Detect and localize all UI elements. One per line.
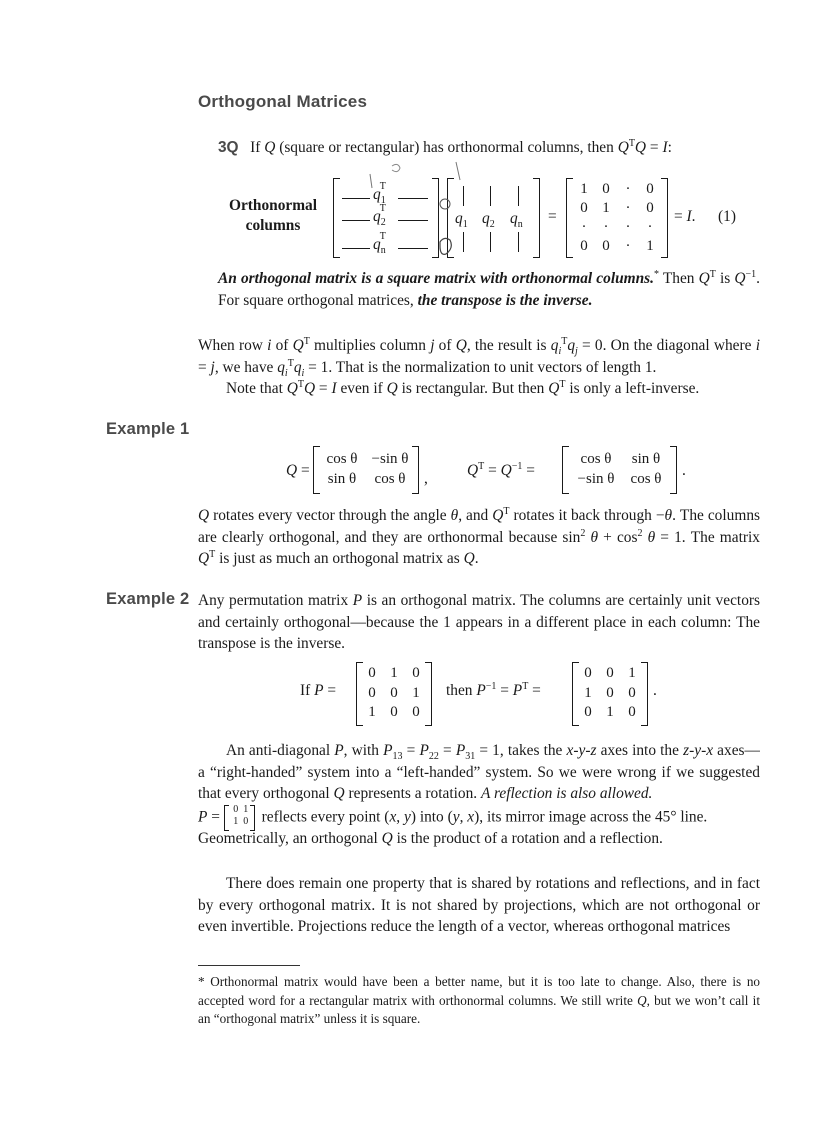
pinv-cell: 0 (606, 665, 614, 681)
identity-cell: · (625, 219, 631, 235)
text: , its mirror image across the 45° line. (479, 808, 708, 826)
identity-cell: 0 (602, 238, 610, 254)
qt-cell: sin θ (631, 451, 661, 467)
q-cell: cos θ (374, 471, 406, 487)
theorem-mid: (square or rectangular) has orthonormal columns, then (279, 139, 614, 156)
text: is rectangular. But then (401, 380, 545, 397)
equation-label (213, 196, 333, 236)
text: When row (198, 337, 263, 354)
reflect-cell: 1 (233, 816, 239, 827)
text: reflects every point (261, 808, 381, 826)
qt-cell: cos θ (630, 471, 662, 487)
identity-cell: 0 (580, 238, 588, 254)
equation-number: (1) (718, 208, 736, 225)
pinv-cell: 0 (584, 665, 592, 681)
left-inverse-note: Note that $Q^TQ = I$ even if Q is rectangular. But then $Q^T$ is only a left-inverse. (226, 378, 700, 397)
pinv-cell: 0 (606, 684, 614, 701)
text: The matrix (690, 528, 760, 546)
text: , the result is (466, 337, 547, 354)
section-title: Orthogonal Matrices (198, 92, 368, 111)
definition-conclusion: the transpose is the inverse. (417, 291, 593, 309)
text: , but we won’t call it an “orthogonal matrix” unless it is square. (198, 992, 760, 1026)
qt-cell: −sin θ (577, 471, 615, 487)
text: is an orthogonal matrix. The columns are certainly unit vectors and certainly orthogonal—because the 1 appears in a different place in each column: The transpose is the inverse. (198, 592, 761, 652)
text: Any permutation matrix (198, 592, 349, 609)
text: where (713, 337, 752, 354)
eq-label-line1: Orthonormal (228, 197, 318, 214)
q-cell: sin θ (327, 471, 357, 487)
pinv-cell: 1 (606, 704, 614, 720)
text: then (446, 682, 473, 699)
p-cell: 0 (368, 684, 376, 701)
example1-label: Example 1 (106, 420, 190, 438)
identity-cell: · (625, 181, 631, 197)
text: represents a rotation. (348, 785, 478, 802)
example1-text: Q rotates every vector through the angle θ, and $Q^T$ rotates it back through −θ. The columns are clearly orthogonal, and they are orthonormal because $\sin^2 \theta + \cos^2 \theta = 1$. The matrix $Q^T$ is just as much an orthogonal matrix as Q. (198, 505, 760, 567)
text: An anti-diagonal (226, 742, 331, 759)
text: of (438, 337, 452, 354)
identity-cell: 0 (646, 200, 654, 216)
definition-square: For square orthogonal matrices, (218, 291, 414, 309)
footnote-rule (198, 965, 300, 966)
text: , with (343, 742, 380, 759)
identity-cell: 1 (646, 238, 654, 254)
text: Note that (226, 380, 283, 397)
p-cell: 1 (390, 665, 398, 681)
pinv-cell: 0 (628, 684, 636, 701)
text: . The (672, 507, 704, 524)
definition-italic: An orthogonal matrix is a square matrix with orthonormal columns. (218, 270, 655, 287)
theorem-statement: 3Q If Q (square or rectangular) has orthonormal columns, then $Q^TQ = I$: (218, 137, 672, 156)
text: A reflection is also allowed. (480, 785, 653, 802)
pinv-cell: 0 (584, 704, 592, 720)
p-cell: 0 (412, 665, 420, 681)
reflection-line: P = 0 1 1 0 reflects every point (x, y) into (y, x), its mirror image across the 45° line. (198, 805, 760, 831)
row-column-paragraph: When row i of $Q^T$ multiplies column j of Q, the result is $q_i^Tq_j = 0$. On the diagonal where i = j, we have $q_i^Tq_i = 1$. That is the normalization to unit vectors of length 1. (198, 335, 760, 379)
theorem-label: 3Q (218, 139, 239, 156)
length-property-paragraph: There does remain one property that is shared by rotations and reflections, and in fact by every orthogonal matrix. It is not shared by projections, which are not orthogonal or even invertible. Projections reduce the length of a vector, whereas orthogonal matrices (198, 875, 760, 935)
eq-label-line2: columns (245, 217, 301, 234)
footnote: * Orthonormal matrix would have been a better name, but it is too late to change. Also, there is no accepted word for a rectangular matrix with orthonormal columns. We still write Q, but we won’t call it an “orthogonal matrix” unless it is square. (198, 974, 761, 1026)
anti-diagonal-paragraph: An anti-diagonal P, with $P_{13} = P_{22} = P_{31} = 1$, takes the x-y-z axes into the z-y-x axes—a “right-handed” system into a “left-handed” system. So we were wrong if we suggested that every orthogonal Q represents a rotation. A reflection is also allowed. (198, 742, 760, 802)
p-cell: 0 (390, 704, 398, 720)
text: multiplies column (314, 337, 426, 354)
text: Orthonormal matrix would have been a better name, but it is too late to change. Also, there is no accepted word for a rectangular matrix with orthonormal columns. We still write (198, 974, 761, 1008)
p-cell: 0 (412, 704, 420, 720)
orthogonal-definition: An orthogonal matrix is a square matrix with orthonormal columns.* Then $Q^T$ is $Q^{-1}$. For square orthogonal matrices, the transpose is the inverse. (218, 268, 760, 309)
identity-cell: 0 (602, 181, 610, 197)
text: axes—a “right-handed” system into a “left-handed” system. So we were wrong if we suggested that every orthogonal (198, 742, 760, 802)
text: Geometrically, an orthogonal (198, 830, 378, 847)
text: is only a left-inverse. (569, 380, 700, 397)
text: If (300, 682, 311, 699)
text: is the product of a rotation and a reflection. (396, 830, 663, 847)
text: of (275, 337, 289, 354)
definition-then: Then (662, 270, 695, 287)
p-cell: 1 (412, 684, 420, 701)
identity-cell: 1 (602, 200, 610, 216)
q-cell: cos θ (326, 451, 358, 467)
q-cell: −sin θ (371, 451, 409, 467)
text: , and (458, 507, 489, 524)
pinv-cell: 1 (628, 665, 636, 681)
identity-cell: 1 (580, 181, 588, 197)
pinv-cell: 1 (584, 684, 592, 701)
text: rotates every vector through the angle (213, 507, 447, 524)
text: even if (340, 380, 383, 397)
identity-cell: · (603, 219, 609, 235)
geometric-note: Geometrically, an orthogonal Q is the product of a rotation and a reflection. (198, 830, 663, 847)
text: . On the diagonal (602, 337, 710, 354)
text: axes into the (600, 742, 679, 759)
footnote-marker: * (198, 974, 205, 989)
text: into (419, 808, 444, 826)
pinv-cell: 0 (628, 704, 636, 720)
text: . That is the normalization to unit vectors of length 1. (328, 358, 657, 376)
identity-cell: · (625, 238, 631, 254)
identity-cell: 0 (580, 200, 588, 216)
p-cell: 0 (390, 684, 398, 701)
example2-intro: Any permutation matrix P is an orthogonal matrix. The columns are certainly unit vectors and certainly orthogonal—because the 1 appears in a different place in each column: The transpose is the inverse. (198, 592, 761, 652)
identity-cell: · (581, 219, 587, 235)
identity-cell: 0 (646, 181, 654, 197)
example2-label: Example 2 (106, 590, 190, 608)
text: , we have (214, 358, 274, 376)
text: is just as much an orthogonal matrix as (219, 550, 460, 567)
p-cell: 1 (368, 704, 376, 720)
definition-is: is (719, 270, 731, 287)
qt-cell: cos θ (580, 451, 612, 467)
p-cell: 0 (368, 665, 376, 681)
text: rotates it back through (513, 507, 652, 524)
reflect-cell: 1 (243, 804, 249, 815)
text: , takes the (499, 742, 563, 759)
reflect-cell: 0 (243, 816, 249, 827)
theorem-intro: If (250, 139, 261, 156)
identity-cell: · (625, 200, 631, 216)
reflect-cell: 0 (233, 804, 239, 815)
identity-cell: · (647, 219, 653, 235)
text: columns are clearly orthogonal, and they are orthonormal because (198, 507, 760, 546)
